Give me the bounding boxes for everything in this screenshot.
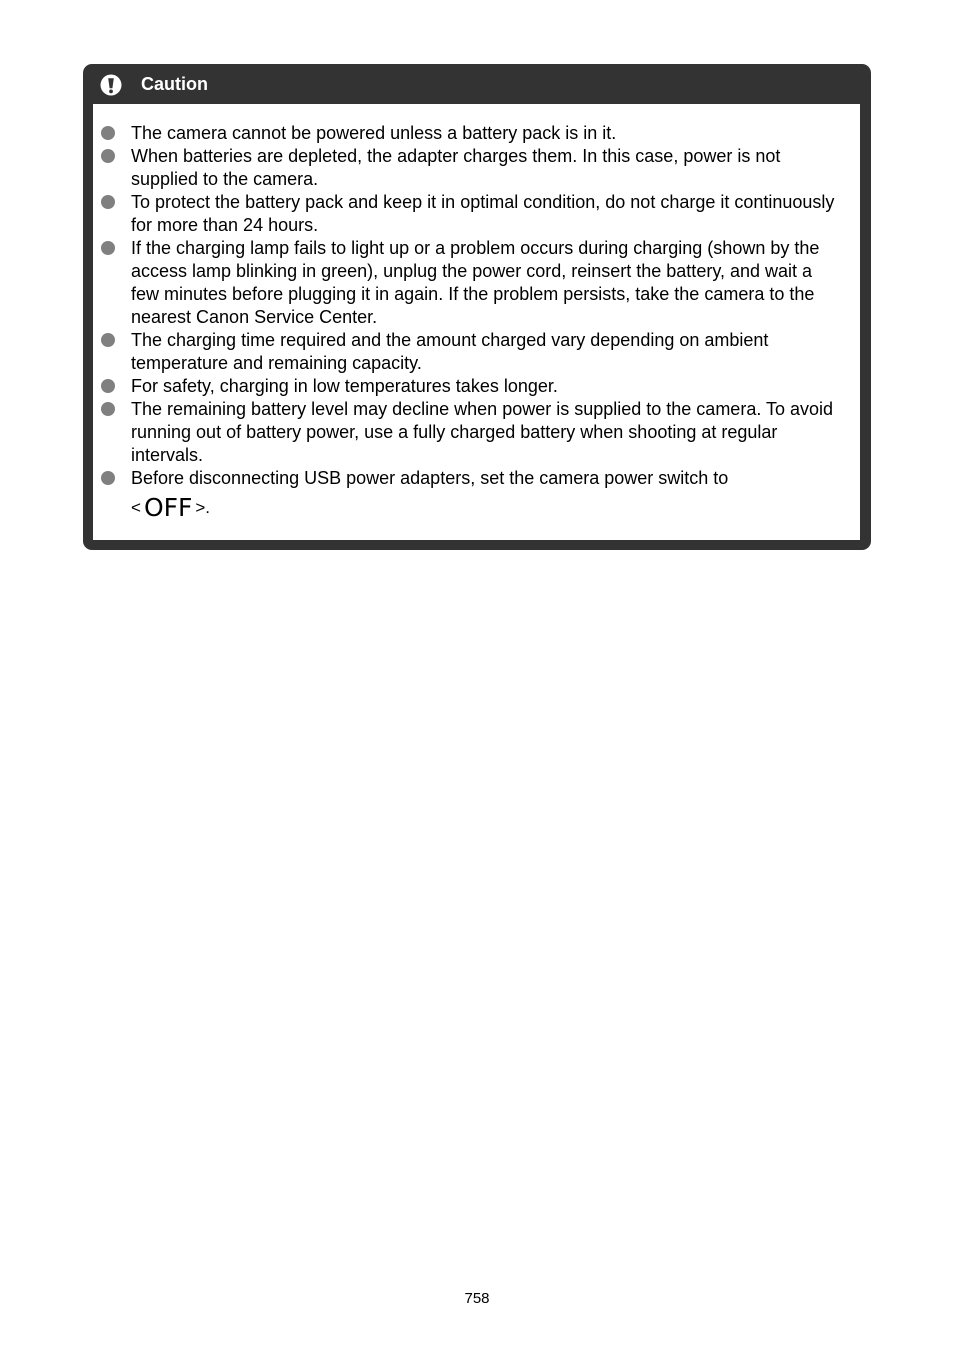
- bullet-dot-icon: [101, 126, 115, 140]
- caution-title: Caution: [141, 74, 208, 94]
- list-item-text: Before disconnecting USB power adapters, set the camera power switch to: [131, 468, 729, 488]
- angle-close: >.: [195, 498, 211, 517]
- bullet-dot-icon: [101, 149, 115, 163]
- bullet-dot-icon: [101, 195, 115, 209]
- list-item: [93, 329, 860, 375]
- caution-header: [83, 64, 871, 104]
- off-switch-label: OFF: [143, 493, 193, 522]
- bullet-dot-icon: [101, 471, 115, 485]
- bullet-dot-icon: [101, 379, 115, 393]
- list-item: [93, 398, 860, 467]
- caution-list: [93, 122, 860, 522]
- caution-exclamation-icon: [100, 74, 122, 96]
- list-item: [93, 191, 860, 237]
- list-item-text: When batteries are depleted, the adapter charges them. In this case, power is not supplied to the camera.: [131, 146, 781, 189]
- list-item-text: The charging time required and the amount charged vary depending on ambient temperature and remaining capacity.: [131, 330, 769, 373]
- list-item: [93, 375, 860, 398]
- angle-open: <: [131, 498, 141, 517]
- caution-body: [93, 104, 860, 540]
- bullet-dot-icon: [101, 333, 115, 347]
- list-item: [93, 122, 860, 145]
- list-item-text: To protect the battery pack and keep it in optimal condition, do not charge it continuously for more than 24 hours.: [131, 192, 835, 235]
- list-item-text: The camera cannot be powered unless a battery pack is in it.: [131, 123, 617, 143]
- bullet-dot-icon: [101, 241, 115, 255]
- power-switch-line: [131, 493, 842, 522]
- list-item: [93, 237, 860, 329]
- list-item: [93, 145, 860, 191]
- caution-box: [83, 64, 871, 550]
- bullet-dot-icon: [101, 402, 115, 416]
- page-number: 758: [464, 1290, 490, 1307]
- list-item-text: The remaining battery level may decline when power is supplied to the camera. To avoid running out of battery power, use a fully charged battery when shooting at regular intervals.: [131, 399, 834, 465]
- list-item-text: For safety, charging in low temperatures takes longer.: [131, 376, 558, 396]
- list-item: [93, 467, 860, 522]
- list-item-text: If the charging lamp fails to light up or a problem occurs during charging (shown by the access lamp blinking in green), unplug the power cord, reinsert the battery, and wait a few minutes before plugging it in again. If the problem persists, take the camera to the nearest Canon Service Center.: [131, 238, 820, 327]
